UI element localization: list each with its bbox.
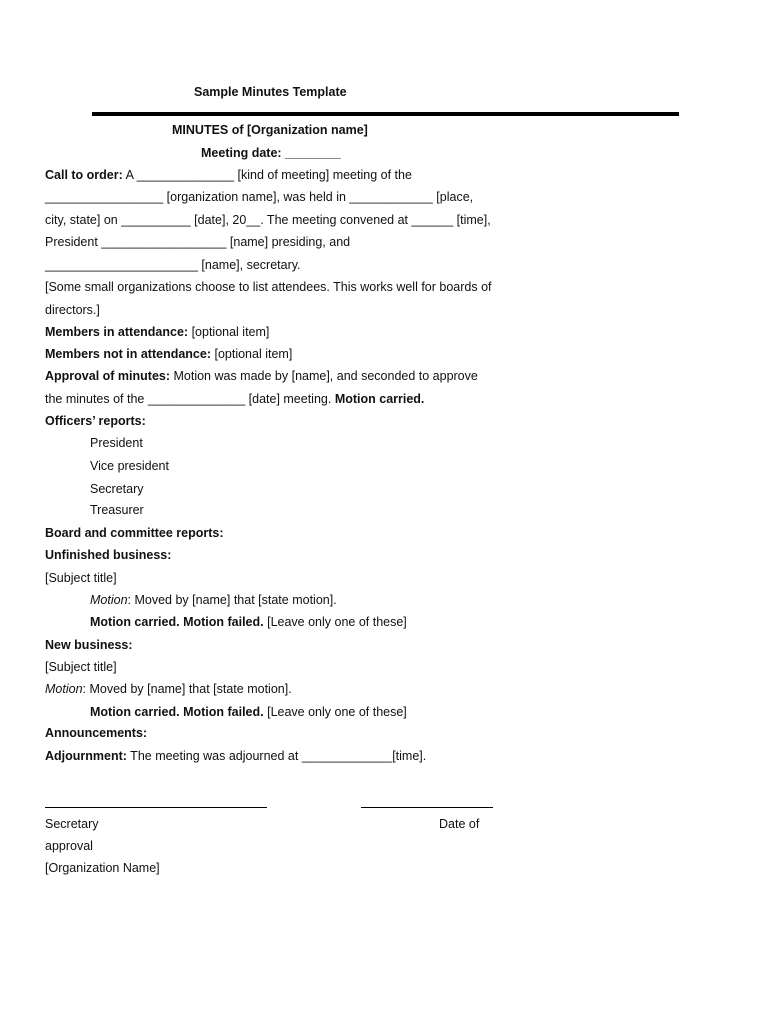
attendees-note-line-1: [Some small organizations choose to list attendees. This works well for boards of xyxy=(45,280,492,294)
unfinished-business-label: Unfinished business: xyxy=(45,548,172,562)
adjournment-label: Adjournment: xyxy=(45,749,127,763)
officer-item-treasurer: Treasurer xyxy=(90,503,144,517)
template-title: Sample Minutes Template xyxy=(194,85,347,99)
members-in-label: Members in attendance: xyxy=(45,325,189,339)
call-to-order-line-2: _________________ [organization name], was held in ____________ [place, xyxy=(45,190,474,204)
members-in-text: [optional item] xyxy=(188,325,270,339)
date-signature-line xyxy=(361,807,493,808)
approval-label-sig: approval xyxy=(45,839,93,853)
new-business-label: New business: xyxy=(45,638,133,652)
title-rule xyxy=(92,112,679,116)
members-in-attendance xyxy=(45,324,269,340)
announcements-label: Announcements: xyxy=(45,726,148,740)
secretary-label: Secretary xyxy=(45,817,99,831)
secretary-signature-line xyxy=(45,807,267,808)
new-result-bold: Motion carried. Motion failed. xyxy=(90,705,264,719)
board-reports-label: Board and committee reports: xyxy=(45,526,224,540)
adjournment-text: The meeting was adjourned at _____________[time]. xyxy=(126,749,427,763)
members-not-label: Members not in attendance: xyxy=(45,347,211,361)
approval-line-2 xyxy=(45,391,424,407)
new-result-note: [Leave only one of these] xyxy=(263,705,407,719)
unfinished-subject: [Subject title] xyxy=(45,571,117,585)
attendees-note-line-2: directors.] xyxy=(45,303,100,317)
unfinished-result-bold: Motion carried. Motion failed. xyxy=(90,615,264,629)
new-business-motion xyxy=(45,681,292,697)
unfinished-motion-text: : Moved by [name] that [state motion]. xyxy=(127,593,337,607)
meeting-date: Meeting date: ________ xyxy=(201,146,341,160)
unfinished-motion-label: Motion xyxy=(90,593,128,607)
officer-item-vice-president: Vice president xyxy=(90,459,169,473)
call-to-order-line-3: city, state] on __________ [date], 20__. The meeting convened at ______ [time], xyxy=(45,213,491,227)
new-motion-label: Motion xyxy=(45,682,83,696)
new-business-subject: [Subject title] xyxy=(45,660,117,674)
officer-item-secretary: Secretary xyxy=(90,482,144,496)
approval-carried: Motion carried. xyxy=(334,392,425,406)
officers-reports-label: Officers’ reports: xyxy=(45,414,146,428)
approval-text-2: the minutes of the ______________ [date] meeting. xyxy=(45,392,335,406)
members-not-in-attendance xyxy=(45,346,292,362)
members-not-text: [optional item] xyxy=(211,347,293,361)
approval-line-1 xyxy=(45,368,478,384)
unfinished-result-note: [Leave only one of these] xyxy=(263,615,407,629)
minutes-title: MINUTES of [Organization name] xyxy=(172,123,368,137)
adjournment-line xyxy=(45,748,426,764)
officer-item-president: President xyxy=(90,436,143,450)
unfinished-result xyxy=(90,614,407,630)
approval-label: Approval of minutes: xyxy=(45,369,171,383)
call-to-order-text: A ______________ [kind of meeting] meeting of the xyxy=(122,168,412,182)
unfinished-motion xyxy=(90,592,337,608)
approval-text: Motion was made by [name], and seconded to approve xyxy=(170,369,478,383)
date-of-label: Date of xyxy=(439,817,480,831)
new-motion-text: : Moved by [name] that [state motion]. xyxy=(82,682,292,696)
call-to-order-line-1 xyxy=(45,167,412,183)
call-to-order-line-5: ______________________ [name], secretary. xyxy=(45,258,301,272)
new-business-result xyxy=(90,704,407,720)
call-to-order-line-4: President __________________ [name] presiding, and xyxy=(45,235,351,249)
organization-name-label: [Organization Name] xyxy=(45,861,160,875)
call-to-order-label: Call to order: xyxy=(45,168,123,182)
